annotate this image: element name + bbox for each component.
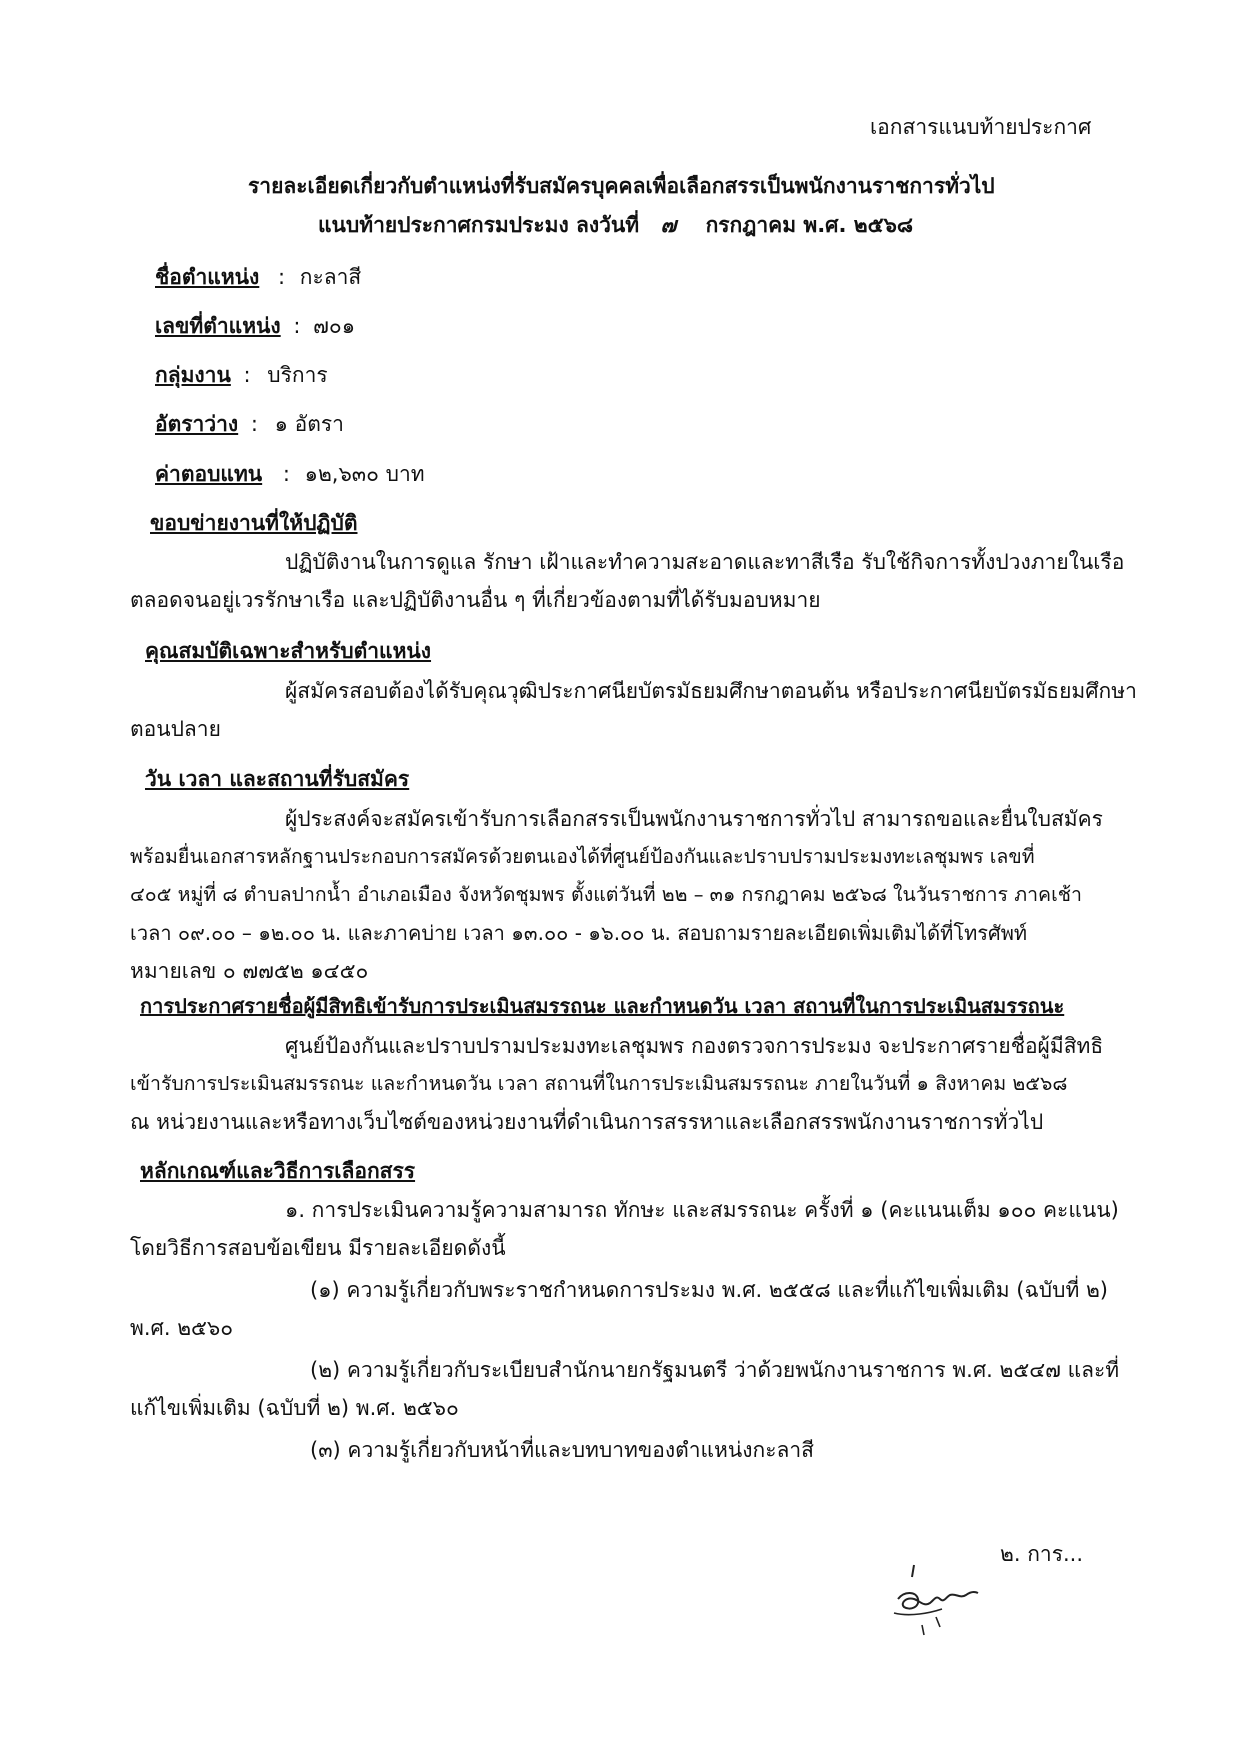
section-body-criteria — [130, 1191, 1120, 1469]
document-subtitle — [318, 206, 913, 244]
body-line: ตอนปลาย — [130, 717, 221, 741]
section-heading-qualification: คุณสมบัติเฉพาะสำหรับตำแหน่ง — [145, 639, 432, 663]
field-value: ๑ อัตรา — [274, 412, 344, 436]
body-line: พร้อมยื่นเอกสารหลักฐานประกอบการสมัครด้วยตนเองได้ที่ศูนย์ป้องกันและปราบปรามประมงทะเลชุมพร เลขที่ — [130, 845, 1035, 868]
field-label: ค่าตอบแทน — [155, 462, 263, 486]
section-heading-announcement: การประกาศรายชื่อผู้มีสิทธิเข้ารับการประเมินสมรรถนะ และกำหนดวัน เวลา สถานที่ในการประเมินสมรรถนะ — [140, 994, 1065, 1018]
field-value: ๑๒,๖๓๐ บาท — [304, 462, 425, 486]
section-body-announcement — [130, 1027, 1110, 1141]
section-body-application — [130, 800, 1110, 990]
field-label: อัตราว่าง — [155, 412, 239, 436]
field-sep: : — [293, 314, 301, 338]
section-body-scope — [130, 543, 1125, 619]
field-sep: : — [282, 462, 290, 486]
criteria-sub-2: (๒) ความรู้เกี่ยวกับระเบียบสำนักนายกรัฐมนตรี ว่าด้วยพนักงานราชการ พ.ศ. ๒๕๔๗ และที่ — [310, 1358, 1120, 1382]
subtitle-prefix: แนบท้ายประกาศกรมประมง ลงวันที่ — [318, 213, 640, 237]
body-line: เวลา ๐๙.๐๐ – ๑๒.๐๐ น. และภาคบ่าย เวลา ๑๓.๐๐ - ๑๖.๐๐ น. สอบถามรายละเอียดเพิ่มเติมได้ที่โทรศัพท์ — [130, 921, 1028, 945]
section-heading-application: วัน เวลา และสถานที่รับสมัคร — [145, 767, 410, 791]
criteria-sub-2-cont: แก้ไขเพิ่มเติม (ฉบับที่ ๒) พ.ศ. ๒๕๖๐ — [130, 1396, 459, 1420]
field-sep: : — [250, 412, 258, 436]
body-line: ณ หน่วยงานและหรือทางเว็บไซต์ของหน่วยงานที่ดำเนินการสรรหาและเลือกสรรพนักงานราชการทั่วไป — [130, 1110, 1044, 1134]
field-label: กลุ่มงาน — [155, 363, 231, 387]
field-value: บริการ — [267, 363, 328, 387]
field-vacancy — [155, 405, 344, 443]
body-line: ผู้ประสงค์จะสมัครเข้ารับการเลือกสรรเป็นพนักงานราชการทั่วไป สามารถขอและยื่นใบสมัคร — [285, 807, 1103, 831]
subtitle-suffix: กรกฎาคม พ.ศ. ๒๕๖๘ — [705, 213, 914, 237]
body-line: เข้ารับการประเมินสมรรถนะ และกำหนดวัน เวลา สถานที่ในการประเมินสมรรถนะ ภายในวันที่ ๑ สิงหาคม ๒๕๖๘ — [130, 1072, 1068, 1095]
section-heading-criteria: หลักเกณฑ์และวิธีการเลือกสรร — [140, 1159, 416, 1183]
criteria-sub-1: (๑) ความรู้เกี่ยวกับพระราชกำหนดการประมง พ.ศ. ๒๕๕๘ และที่แก้ไขเพิ่มเติม (ฉบับที่ ๒) — [310, 1278, 1108, 1302]
field-position-name — [155, 258, 361, 296]
body-line: ศูนย์ป้องกันและปราบปรามประมงทะเลชุมพร กองตรวจการประมง จะประกาศรายชื่อผู้มีสิทธิ — [285, 1034, 1104, 1058]
field-position-number — [155, 307, 355, 345]
section-body-qualification — [130, 672, 1137, 748]
page-continuation: ๒. การ... — [1000, 1542, 1084, 1566]
field-sep: : — [277, 265, 286, 289]
criteria-sub-3: (๓) ความรู้เกี่ยวกับหน้าที่และบทบาทของตำแหน่งกะลาสี — [310, 1438, 814, 1462]
section-heading-scope: ขอบข่ายงานที่ให้ปฏิบัติ — [150, 511, 358, 535]
signature-mark — [870, 1555, 1020, 1645]
body-line: ๔๐๕ หมู่ที่ ๘ ตำบลปากน้ำ อำเภอเมือง จังหวัดชุมพร ตั้งแต่วันที่ ๒๒ – ๓๑ กรกฎาคม ๒๕๖๘ ในวันราชการ ภาคเช้า — [130, 883, 1082, 906]
field-value: ๗๐๑ — [313, 314, 356, 338]
attachment-label: เอกสารแนบท้ายประกาศ — [870, 115, 1092, 139]
field-label: เลขที่ตำแหน่ง — [155, 314, 281, 338]
body-line: ผู้สมัครสอบต้องได้รับคุณวุฒิประกาศนียบัตรมัธยมศึกษาตอนต้น หรือประกาศนียบัตรมัธยมศึกษา — [285, 679, 1137, 703]
field-label: ชื่อตำแหน่ง — [155, 265, 260, 289]
field-value: กะลาสี — [299, 265, 362, 289]
criteria-item-1: ๑. การประเมินความรู้ความสามารถ ทักษะ และสมรรถนะ ครั้งที่ ๑ (คะแนนเต็ม ๑๐๐ คะแนน) — [285, 1198, 1119, 1222]
criteria-sub-1-cont: พ.ศ. ๒๕๖๐ — [130, 1316, 234, 1340]
body-line: ตลอดจนอยู่เวรรักษาเรือ และปฏิบัติงานอื่น ๆ ที่เกี่ยวข้องตามที่ได้รับมอบหมาย — [130, 588, 821, 612]
subtitle-day: ๗ — [660, 213, 677, 237]
document-title: รายละเอียดเกี่ยวกับตำแหน่งที่รับสมัครบุคคลเพื่อเลือกสรรเป็นพนักงานราชการทั่วไป — [248, 174, 995, 198]
body-line: ปฏิบัติงานในการดูแล รักษา เฝ้าและทำความสะอาดและทาสีเรือ รับใช้กิจการทั้งปวงภายในเรือ — [285, 550, 1125, 574]
field-compensation — [155, 455, 425, 493]
field-sep: : — [243, 363, 251, 387]
body-line: หมายเลข ๐ ๗๗๕๒ ๑๔๕๐ — [130, 959, 369, 983]
field-work-group — [155, 356, 328, 394]
criteria-item-1-cont: โดยวิธีการสอบข้อเขียน มีรายละเอียดดังนี้ — [130, 1236, 506, 1260]
